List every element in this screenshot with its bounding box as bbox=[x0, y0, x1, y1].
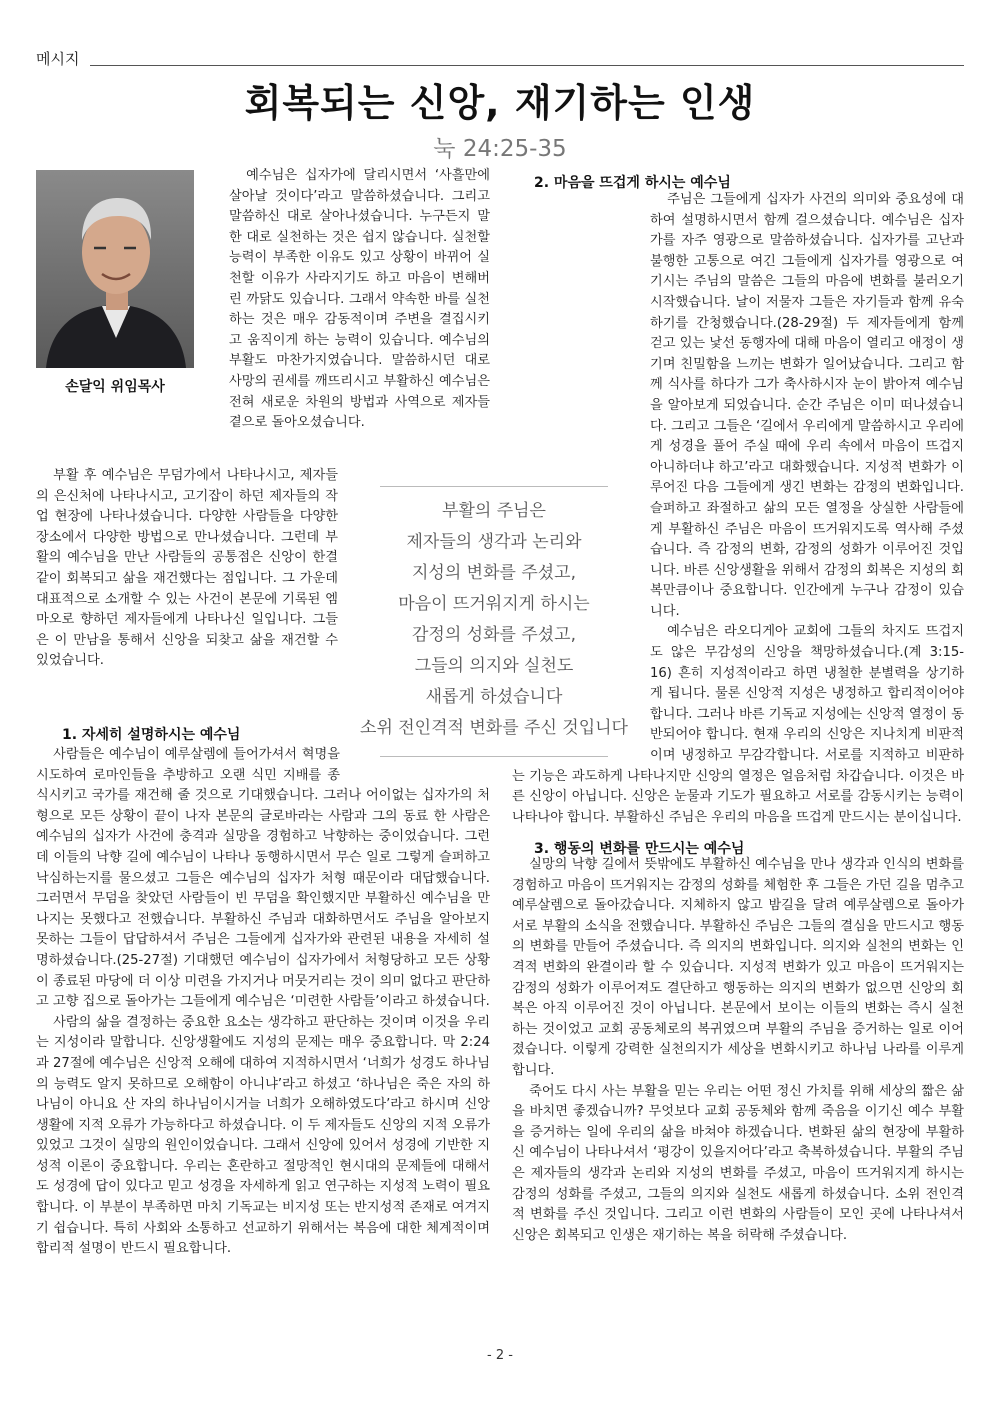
paragraph: 예수님은 라오디게아 교회에 그들의 차지도 뜨겁지도 않은 무감성의 신앙을 책망하셨습니다.(계 3:15-16) 흔히 지성적이라고 하면 냉철한 분별력을 상기하게 됩니다. 물론 신앙적 지성은 냉정하고 합리적이어야 합니다. 그러나 바른 기독교 지성에는 신앙적 열정이 동반되어야 합니다. 현재 우리의 신앙은 지나치게 비판적이며 냉정하고 무감각합니다. 서로를 지적하고 비판하는 기능은 과도하게 나타나지만 신앙의 열정은 얼음처럼 차갑습니다. 이것은 바른 신앙이 아닙니다. 신앙은 눈물과 기도가 필요하고 서로를 감동시키는 능력이 나타나야 합니다. 부활하신 주님은 우리의 마음을 뜨겁게 만드시는 분이십니다. bbox=[512, 624, 964, 825]
paragraph: 죽어도 다시 사는 부활을 믿는 우리는 어떤 정신 가치를 위해 세상의 짧은 삶을 바치면 좋겠습니까? 무엇보다 교회 공동체와 함께 죽음을 이기신 예수 부활을 증거하는 일에 우리의 삶을 바쳐야 하겠습니다. 변화된 삶의 현장에 부활하신 예수님이 나타나셔서 ‘평강이 있을지어다’라고 축복하셨습니다. 부활의 주님은 제자들의 생각과 논리와 지성의 변화를 주셨고, 마음이 뜨거워지게 하시는 감정의 성화를 주셨고, 그들의 의지와 실천도 새롭게 하셨습니다. 소위 전인격적 변화를 주신 것입니다. 그리고 이런 변화의 사람들이 모인 곳에 나타나셔서 신앙은 회복되고 인생은 재기하는 복을 허락해 주셨습니다. bbox=[512, 1083, 964, 1243]
pull-quote-line: 그들의 의지와 실천도 bbox=[414, 656, 574, 676]
scripture-reference: 눅 24:25-35 bbox=[433, 136, 567, 162]
section-label: 메시지 bbox=[36, 50, 80, 68]
paragraph: 주님은 그들에게 십자가 사건의 의미와 중요성에 대하여 설명하시면서 함께 걸으셨습니다. 예수님은 십자가를 자주 영광으로 말씀하셨습니다. 십자가를 고난과 불행한 고통으로 여긴 그들에게 십자가를 영광으로 여기시는 주님의 말씀은 그들의 마음에 변화를 불러오기 시작했습니다. 날이 저물자 그들은 자기들과 함께 유숙하기를 간청했습니다.(28-29절) 두 제자들에게 함께 걷고 있는 낯선 동행자에 대해 마음이 열리고 애정이 생기며 친밀함을 느끼는 변화가 일어났습니다. 그리고 함께 식사를 하다가 그가 축사하시자 눈이 밝아져 예수님을 알아보게 되었습니다. 순간 주님은 이미 떠나셨습니다. 그리고 그들은 ‘길에서 우리에게 말씀하시고 우리에게 성경을 풀어 주실 때에 우리 속에서 마음이 뜨겁지 아니하더냐 하고’라고 대화했습니다. 지성적 변화가 이루어진 다음 그들에게 생긴 변화는 감정의 변화입니다. 슬퍼하고 좌절하고 삶의 모든 열정을 상실한 사람들에게 부활하신 주님은 마음이 뜨거워지도록 역사해 주셨습니다. 즉 감정의 변화, 감정의 성화가 이루어진 것입니다. 바른 신앙생활을 위해서 감정의 회복은 지성의 회복만큼이나 중요합니다. 인간에게 누구나 감정이 있습니다. bbox=[650, 192, 964, 619]
pull-quote bbox=[354, 496, 634, 744]
pull-quote-line: 제자들의 생각과 논리와 bbox=[406, 532, 582, 552]
author-caption: 손달익 위임목사 bbox=[65, 379, 165, 395]
header-divider bbox=[90, 65, 964, 66]
paragraph: 사람들은 예수님이 예루살렘에 들어가셔서 혁명을 시도하여 로마인들을 추방하고 오랜 식민 지배를 종식시키고 국가를 재건해 줄 것으로 기대했습니다. 그러나 어이없는 십자가의 처형으로 모든 상황이 끝이 나자 본문의 글로바라는 사람과 그의 동료 한 사람은 예수님의 십자가 사건에 충격과 실망을 경험하고 낙향하는 중이었습니다. 그런데 이들의 낙향 길에 예수님이 나타나 동행하시면서 무슨 일로 그렇게 슬퍼하고 낙심하는지를 물으셨고 그들은 예수님의 십자가 처형 때문이라 대답했습니다. 그러면서 무덤을 찾았던 사람들이 빈 무덤을 확인했지만 부활하신 예수님을 만나지는 못했다고 전했습니다. 부활하신 주님과 대화하면서도 주님을 알아보지 못하는 그들이 답답하셔서 주님은 그들에게 십자가와 관련된 내용을 자세히 설명하셨습니다.(25-27절) 기대했던 예수님이 십자가에서 처형당하고 모든 상황이 종료된 마당에 더 이상 미련을 가지거나 머뭇거리는 것이 의미 없다고 판단하고 고향 집으로 돌아가는 그들에게 예수님은 ‘미련한 사람들’이라고 하셨습니다. bbox=[36, 747, 490, 1010]
paragraph: 예수님은 십자가에 달리시면서 ‘사흘만에 살아날 것이다’라고 말씀하셨습니다. 그리고 말씀하신 대로 살아나셨습니다. 누구든지 말한 대로 실천하는 것은 쉽지 않습니다. 실천할 능력이 부족한 이유도 있고 상황이 바뀌어 실천할 이유가 사라지기도 하고 마음이 변해버린 까닭도 있습니다. 그래서 약속한 바를 실천하는 것은 매우 감동적이며 주변을 결집시키고 움직이게 하는 능력이 있습니다. 예수님의 부활도 마찬가지였습니다. 말씀하시던 대로 사망의 권세를 깨뜨리시고 부활하신 예수님은 전혀 새로운 차원의 방법과 사역으로 제자들 곁으로 돌아오셨습니다. bbox=[229, 168, 490, 431]
page-number: - 2 - bbox=[487, 1348, 513, 1363]
photo-float-spacer bbox=[36, 166, 229, 434]
pull-quote-line: 마음이 뜨거워지게 하시는 bbox=[398, 594, 590, 614]
pull-quote-line: 소위 전인격적 변화를 주신 것입니다 bbox=[360, 718, 628, 738]
sermon-title: 회복되는 신앙, 재기하는 인생 bbox=[244, 81, 756, 125]
pull-quote-line: 부활의 주님은 bbox=[442, 501, 546, 521]
section-heading: 1. 자세히 설명하시는 예수님 bbox=[62, 727, 241, 743]
paragraph: 사람의 삶을 결정하는 중요한 요소는 생각하고 판단하는 것이며 이것을 우리는 지성이라 말합니다. 신앙생활에도 지성의 문제는 매우 중요합니다. 막 2:24과 27절에 예수님은 신앙적 오해에 대하여 지적하시면서 ‘너희가 성경도 하나님의 능력도 알지 못하므로 오해함이 아니냐’라고 하셨고 ‘하나님은 죽은 자의 하나님이 아니요 산 자의 하나님이시거늘 너희가 오해하였도다’라고 하시며 신앙생활에 지적 오류가 가능하다고 하셨습니다. 이 두 제자들도 신앙의 지적 오류가 있었고 그것이 실망의 원인이었습니다. 그래서 신앙에 있어서 성경에 기반한 지성적 이론이 중요합니다. 우리는 혼란하고 절망적인 현시대의 문제들에 대해서도 성경에 답이 있다고 믿고 성경을 자세하게 읽고 연구하는 지성적 노력이 필요합니다. 이 부분이 부족하면 마치 기독교는 비지성 또는 반지성적 존재로 여겨지기 쉽습니다. 특히 사회와 소통하고 선교하기 위해서는 복음에 대한 체계적이며 합리적 설명이 반드시 필요합니다. bbox=[36, 1014, 490, 1257]
pull-quote-line: 지성의 변화를 주셨고, bbox=[411, 563, 576, 583]
section1-text bbox=[36, 745, 490, 1260]
paragraph: 실망의 낙향 길에서 뜻밖에도 부활하신 예수님을 만나 생각과 인식의 변화를 경험하고 마음이 뜨거워지는 감정의 성화를 체험한 후 그들은 가던 길을 멈추고 예루살렘으로 돌아갔습니다. 지체하지 않고 밤길을 달려 예루살렘으로 돌아가 서로 부활의 소식을 전했습니다. 부활하신 주님은 그들의 결심을 만드시고 행동의 변화를 만들어 주셨습니다. 즉 의지의 변화입니다. 의지와 실천의 변화는 인격적 변화의 완결이라 할 수 있습니다. 지성적 변화가 있고 마음이 뜨거워지는 감정의 성화가 이루어져도 결단하고 행동하는 의지의 변화가 없으면 신앙의 회복은 아직 이루어진 것이 아닙니다. 본문에서 보이는 이들의 변화는 즉시 실천하는 것이었고 교회 공동체로의 복귀였으며 부활의 주님을 증거하는 일로 이어졌습니다. 이렇게 강력한 실천의지가 세상을 변화시키고 하나님 나라를 이루게 합니다. bbox=[512, 857, 964, 1078]
intro-text-2 bbox=[36, 466, 338, 672]
pull-quote-top-rule bbox=[380, 486, 608, 487]
pull-quote-line: 새롭게 하셨습니다 bbox=[425, 687, 563, 707]
intro-text bbox=[36, 166, 490, 434]
paragraph: 부활 후 예수님은 무덤가에서 나타나시고, 제자들의 은신처에 나타나시고, 고기잡이 하던 제자들의 작업 현장에 나타나셨습니다. 다양한 사람들을 다양한 장소에서 다양한 방법으로 만나셨습니다. 그런데 부활의 예수님을 만난 사람들의 공통점은 신앙이 한결같이 회복되고 삶을 재건했다는 점입니다. 그 가운데 대표적으로 소개할 수 있는 사건이 본문에 기록된 엠마오로 향하던 제자들에게 나타나신 일입니다. 그들은 이 만남을 통해서 신앙을 되찾고 삶을 재건할 수 있었습니다. bbox=[36, 468, 338, 669]
pull-quote-line: 감정의 성화를 주셨고, bbox=[411, 625, 576, 645]
section3-text bbox=[512, 855, 964, 1246]
pull-quote-bottom-rule bbox=[380, 756, 608, 757]
section-heading: 3. 행동의 변화를 만드시는 예수님 bbox=[534, 841, 745, 857]
section-heading: 2. 마음을 뜨겁게 하시는 예수님 bbox=[534, 175, 731, 191]
